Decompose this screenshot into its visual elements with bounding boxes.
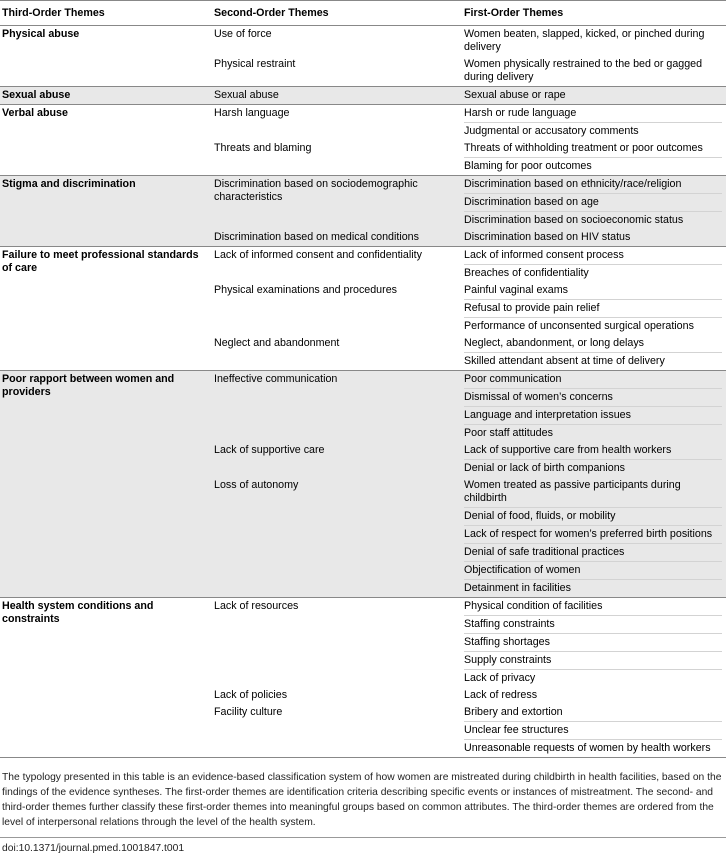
first-order-theme: Staffing constraints [464, 616, 722, 634]
first-order-themes [462, 229, 726, 247]
first-order-theme: Lack of respect for women’s preferred birth positions [464, 526, 722, 544]
table-row [0, 442, 726, 477]
first-order-theme: Judgmental or accusatory comments [464, 125, 639, 137]
third-order-theme: Health system conditions and constraints [0, 598, 212, 688]
third-order-theme [0, 335, 212, 371]
doi-label: doi:10.1371/journal.pmed.1001847.t001 [2, 843, 185, 854]
third-order-theme [0, 282, 212, 335]
third-order-theme: Sexual abuse [0, 87, 212, 105]
first-order-theme: Dismissal of women’s concerns [464, 389, 722, 407]
first-order-theme: Objectification of women [464, 562, 722, 580]
table-row [0, 105, 726, 141]
first-order-theme: Lack of informed consent process [464, 247, 722, 265]
first-order-theme: Women physically restrained to the bed or gagged during delivery [464, 58, 703, 83]
table-row [0, 598, 726, 688]
table-header-row [0, 1, 726, 26]
theme-group [0, 26, 726, 87]
first-order-theme: Physical condition of facilities [464, 598, 722, 616]
first-order-themes [462, 335, 726, 371]
third-order-theme: Verbal abuse [0, 105, 212, 141]
first-order-theme: Unreasonable requests of women by health workers [464, 742, 711, 754]
first-order-theme: Harsh or rude language [464, 105, 722, 123]
third-order-theme [0, 687, 212, 704]
third-order-theme: Poor rapport between women and providers [0, 371, 212, 443]
first-order-themes [462, 687, 726, 704]
second-order-theme: Lack of supportive care [212, 442, 462, 477]
first-order-themes [462, 26, 726, 57]
table-row [0, 335, 726, 371]
first-order-themes [462, 477, 726, 598]
table-row [0, 229, 726, 247]
table-row [0, 26, 726, 57]
third-order-theme [0, 229, 212, 247]
second-order-theme: Use of force [212, 26, 462, 57]
first-order-theme: Breaches of confidentiality [464, 267, 589, 279]
first-order-theme: Women treated as passive participants during childbirth [464, 477, 722, 508]
first-order-theme: Language and interpretation issues [464, 407, 722, 425]
header-first-order: First-Order Themes [462, 1, 726, 26]
theme-group [0, 105, 726, 176]
table-row [0, 687, 726, 704]
first-order-themes [462, 247, 726, 283]
second-order-theme: Lack of policies [212, 687, 462, 704]
table-row [0, 87, 726, 105]
table-row [0, 477, 726, 598]
first-order-theme: Bribery and extortion [464, 704, 722, 722]
second-order-theme: Neglect and abandonment [212, 335, 462, 371]
third-order-theme [0, 704, 212, 758]
first-order-theme: Denial or lack of birth companions [464, 462, 625, 474]
first-order-theme: Performance of unconsented surgical operations [464, 320, 694, 332]
table-row [0, 247, 726, 283]
first-order-theme: Denial of food, fluids, or mobility [464, 508, 722, 526]
theme-group [0, 87, 726, 105]
second-order-theme: Harsh language [212, 105, 462, 141]
theme-group [0, 371, 726, 598]
second-order-theme: Sexual abuse [212, 87, 462, 105]
first-order-themes [462, 371, 726, 443]
header-third-order: Third-Order Themes [0, 1, 212, 26]
second-order-theme: Facility culture [212, 704, 462, 758]
first-order-theme: Sexual abuse or rape [464, 89, 566, 101]
first-order-themes [462, 282, 726, 335]
header-second-order: Second-Order Themes [212, 1, 462, 26]
first-order-theme: Discrimination based on HIV status [464, 231, 631, 243]
first-order-theme: Threats of withholding treatment or poor outcomes [464, 140, 722, 158]
first-order-theme: Skilled attendant absent at time of delivery [464, 355, 665, 367]
first-order-theme: Refusal to provide pain relief [464, 300, 722, 318]
table-row [0, 704, 726, 758]
second-order-theme: Discrimination based on sociodemographic characteristics [212, 176, 462, 230]
first-order-themes [462, 105, 726, 141]
first-order-themes [462, 176, 726, 230]
second-order-theme: Discrimination based on medical conditions [212, 229, 462, 247]
first-order-theme: Discrimination based on age [464, 194, 722, 212]
table-row [0, 56, 726, 87]
second-order-theme: Loss of autonomy [212, 477, 462, 598]
first-order-themes [462, 140, 726, 176]
theme-group [0, 176, 726, 247]
table-row [0, 282, 726, 335]
first-order-themes [462, 704, 726, 758]
third-order-theme: Failure to meet professional standards of care [0, 247, 212, 283]
first-order-theme: Women beaten, slapped, kicked, or pinched during delivery [464, 28, 705, 53]
first-order-theme: Lack of privacy [464, 672, 536, 684]
second-order-theme: Lack of resources [212, 598, 462, 688]
first-order-themes [462, 87, 726, 105]
table-row [0, 140, 726, 176]
first-order-theme: Lack of redress [464, 689, 538, 701]
first-order-theme: Unclear fee structures [464, 722, 722, 740]
second-order-theme: Lack of informed consent and confidentiality [212, 247, 462, 283]
first-order-theme: Blaming for poor outcomes [464, 160, 592, 172]
theme-group [0, 598, 726, 758]
third-order-theme [0, 477, 212, 598]
first-order-themes [462, 442, 726, 477]
first-order-theme: Discrimination based on ethnicity/race/religion [464, 176, 722, 194]
table-row [0, 176, 726, 230]
first-order-theme: Poor communication [464, 371, 722, 389]
first-order-theme: Staffing shortages [464, 634, 722, 652]
first-order-theme: Denial of safe traditional practices [464, 544, 722, 562]
first-order-theme: Detainment in facilities [464, 582, 571, 594]
first-order-theme: Lack of supportive care from health workers [464, 442, 722, 460]
first-order-theme: Poor staff attitudes [464, 427, 553, 439]
first-order-themes [462, 56, 726, 87]
first-order-theme: Discrimination based on socioeconomic status [464, 214, 684, 226]
third-order-theme [0, 442, 212, 477]
first-order-theme: Painful vaginal exams [464, 282, 722, 300]
first-order-themes [462, 598, 726, 688]
first-order-theme: Neglect, abandonment, or long delays [464, 335, 722, 353]
third-order-theme [0, 56, 212, 87]
first-order-theme: Supply constraints [464, 652, 722, 670]
theme-group [0, 247, 726, 371]
third-order-theme: Physical abuse [0, 26, 212, 57]
second-order-theme: Ineffective communication [212, 371, 462, 443]
third-order-theme: Stigma and discrimination [0, 176, 212, 230]
table-footnote: The typology presented in this table is an evidence-based classification system of how women are mistreated during childbirth in health facilities, based on the findings of the evidence syntheses. The first-order themes are identification criteria describing specific events or instances of mistreatment. The second- and third-order themes further classify these first-order themes into meaningful groups based on common attributes. The third-order themes are ordered from the level of interpersonal relations through the level of the health system. [2, 772, 722, 828]
second-order-theme: Physical restraint [212, 56, 462, 87]
table-row [0, 371, 726, 443]
second-order-theme: Physical examinations and procedures [212, 282, 462, 335]
second-order-theme: Threats and blaming [212, 140, 462, 176]
third-order-theme [0, 140, 212, 176]
